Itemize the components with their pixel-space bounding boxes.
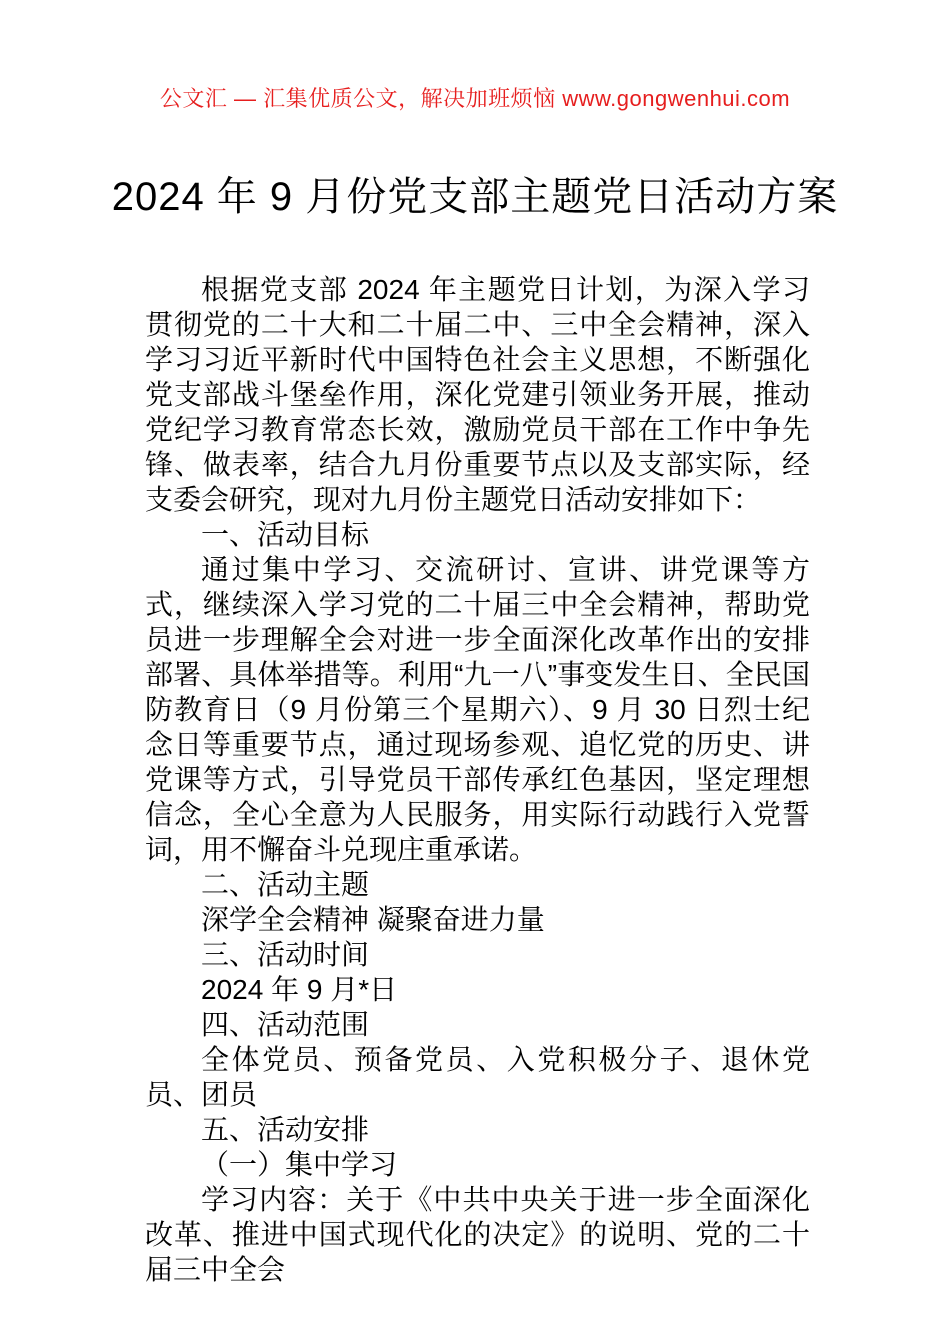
heading-activity-time: 三、活动时间 <box>201 939 370 970</box>
subheading-centralized-study: （一）集中学习 <box>201 1149 398 1180</box>
heading-activity-goal: 一、活动目标 <box>201 519 370 550</box>
paragraph-activity-time: 2024 年 9 月*日 <box>201 974 398 1005</box>
paragraph-activity-scope: 全体党员、预备党员、入党积极分子、退休党员、团员 <box>145 1044 810 1110</box>
watermark-header: 公文汇 — 汇集优质公文，解决加班烦恼 www.gongwenhui.com <box>159 86 791 111</box>
heading-activity-scope: 四、活动范围 <box>201 1009 370 1040</box>
heading-activity-arrangement: 五、活动安排 <box>201 1114 370 1145</box>
heading-activity-theme: 二、活动主题 <box>201 869 370 900</box>
document-title: 2024 年 9 月份党支部主题党日活动方案 <box>111 175 839 219</box>
document-body <box>145 272 810 1287</box>
paragraph-activity-goal: 通过集中学习、交流研讨、宣讲、讲党课等方式，继续深入学习党的二十届三中全会精神，帮助党员进一步理解全会对进一步全面深化改革作出的安排部署、具体举措等。利用“九一八”事变发生日、全民国防教育日（9 月份第三个星期六）、9 月 30 日烈士纪念日等重要节点，通过现场参观、追忆党的历史、讲党课等方式，引导党员干部传承红色基因，坚定理想信念，全心全意为人民服务，用实际行动践行入党誓词，用不懈奋斗兑现庄重承诺。 <box>145 554 810 865</box>
paragraph-activity-theme: 深学全会精神 凝聚奋进力量 <box>201 904 545 935</box>
paragraph-study-content: 学习内容：关于《中共中央关于进一步全面深化改革、推进中国式现代化的决定》的说明、党的二十届三中全会 <box>145 1184 810 1285</box>
intro-paragraph: 根据党支部 2024 年主题党日计划，为深入学习贯彻党的二十大和二十届二中、三中全会精神，深入学习习近平新时代中国特色社会主义思想，不断强化党支部战斗堡垒作用，深化党建引领业务开展，推动党纪学习教育常态长效，激励党员干部在工作中争先锋、做表率，结合九月份重要节点以及支部实际，经支委会研究，现对九月份主题党日活动安排如下： <box>145 274 810 515</box>
